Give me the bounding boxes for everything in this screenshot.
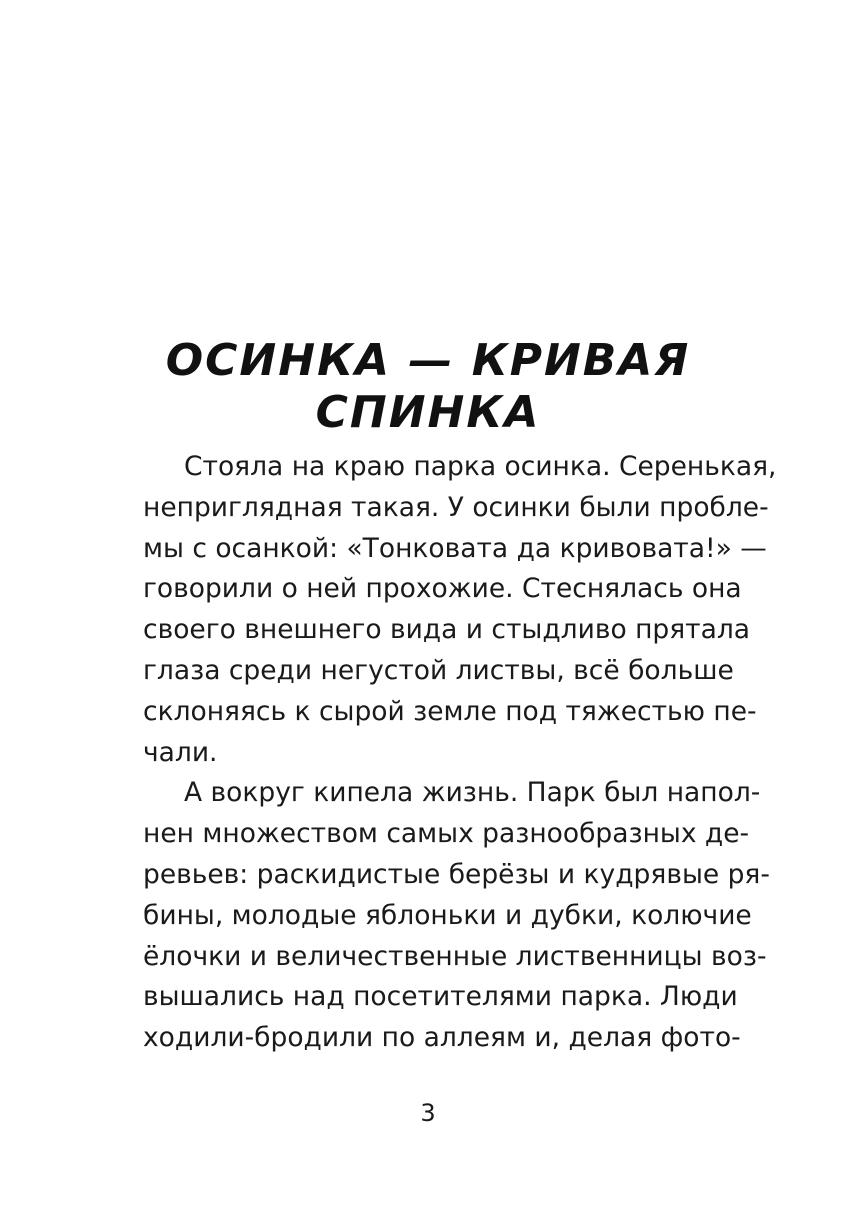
text-line: ревьев: раскидистые берёзы и кудрявые ря- xyxy=(143,858,770,890)
paragraph-2 xyxy=(143,773,770,1059)
text-line: говорили о ней прохожие. Стеснялась она xyxy=(143,573,742,605)
text-line: мы с осанкой: «Тонковата да кривовата!» — xyxy=(143,532,767,564)
text-line: бины, молодые яблоньки и дубки, колючие xyxy=(143,899,752,931)
text-line: нен множеством самых разнообразных де- xyxy=(143,818,750,850)
text-line: Стояла на краю парка осинка. Серенькая, xyxy=(184,451,777,482)
text-line: чали. xyxy=(143,736,218,768)
text-line: глаза среди негустой листвы, всё больше xyxy=(143,654,734,686)
chapter-title-line-1: ОСИНКА — КРИВАЯ xyxy=(165,335,691,387)
text-line: склоняясь к сырой земле под тяжестью пе- xyxy=(143,695,757,727)
text-line: ёлочки и величественные лиственницы воз- xyxy=(143,940,767,972)
chapter-title-line-2: СПИНКА xyxy=(315,387,541,439)
text-line: А вокруг кипела жизнь. Парк был напол- xyxy=(184,777,761,809)
paragraph-1 xyxy=(143,447,777,773)
chapter-title xyxy=(0,335,856,439)
page-number: 3 xyxy=(420,1099,436,1127)
text-line: своего внешнего вида и стыдливо прятала xyxy=(143,614,751,646)
text-line: ходили-бродили по аллеям и, делая фото- xyxy=(143,1022,741,1054)
body-text xyxy=(143,447,777,1059)
text-line: неприглядная такая. У осинки были пробле- xyxy=(143,491,769,523)
text-line: вышались над посетителями парка. Люди xyxy=(143,981,738,1013)
